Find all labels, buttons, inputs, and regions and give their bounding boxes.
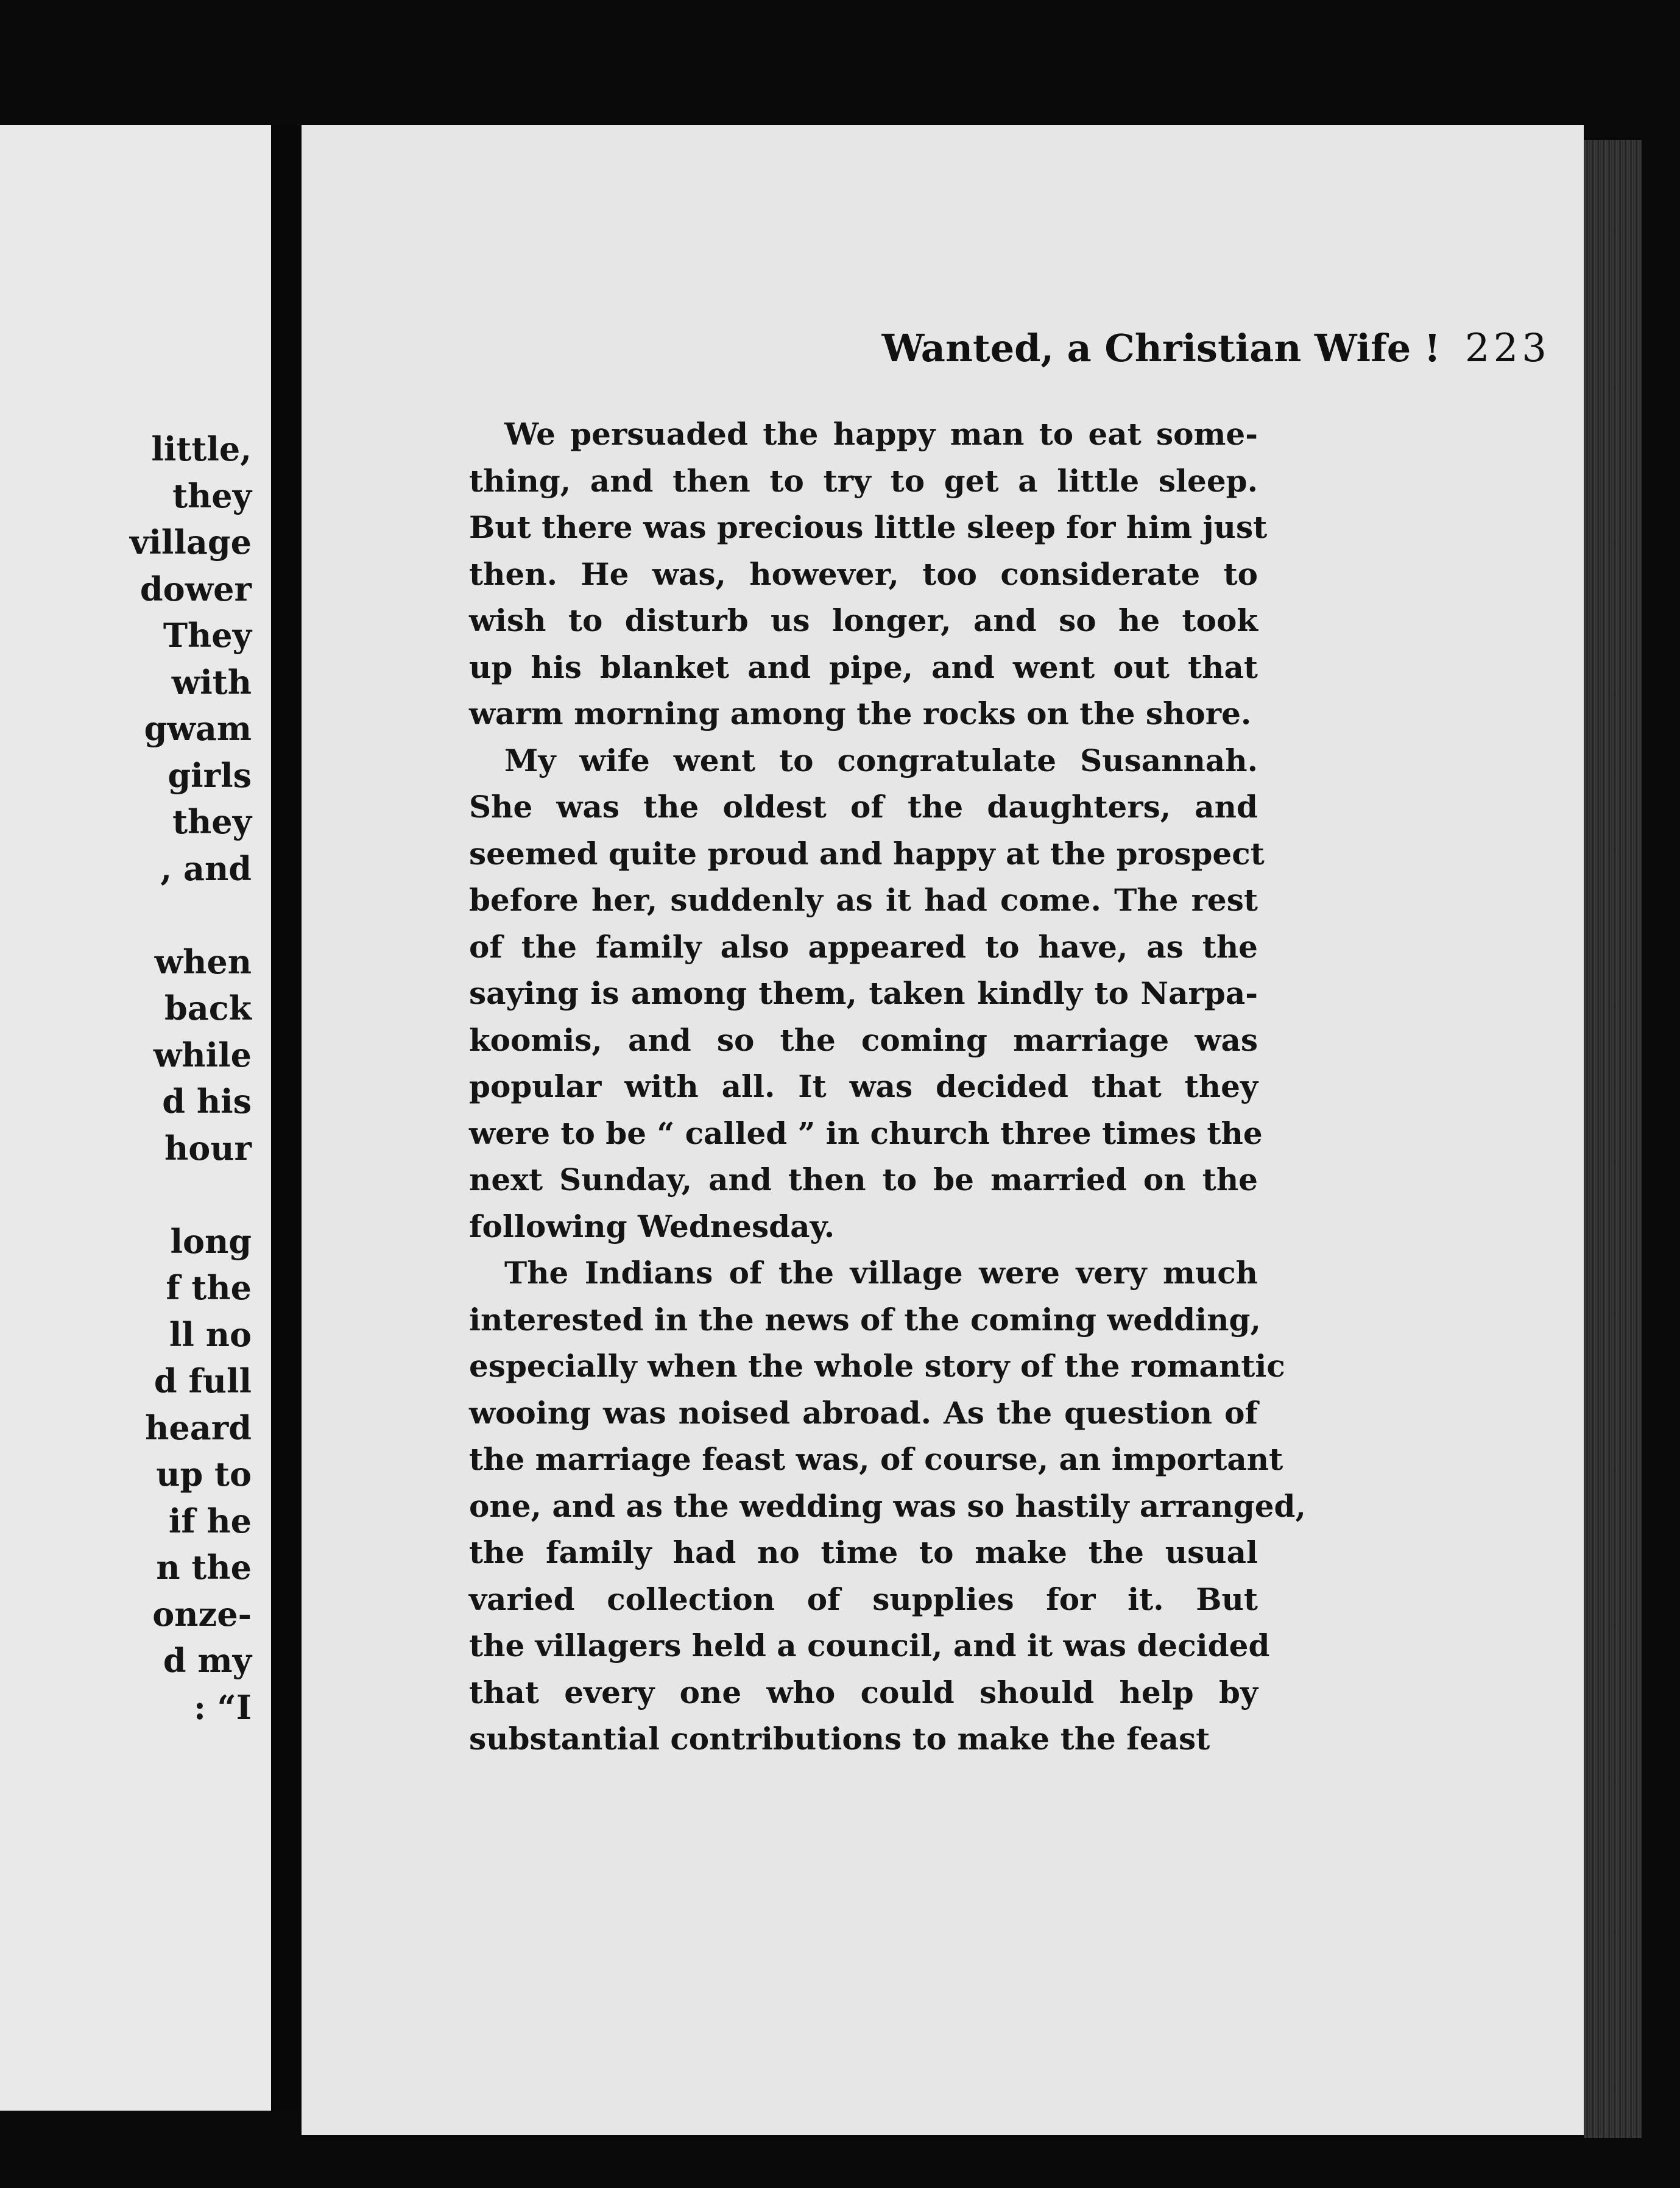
text-line: wooing was noised abroad. As the question of [469, 1394, 1258, 1431]
left-page-fragment: heard [145, 1408, 252, 1447]
text-line: saying is among them, taken kindly to Narpa- [469, 975, 1258, 1011]
text-line: varied collection of supplies for it. But [469, 1581, 1258, 1617]
running-title: Wanted, a Christian Wife ! [881, 326, 1441, 370]
left-page-fragment: n the [156, 1548, 252, 1587]
left-page-fragment: , and [160, 849, 252, 888]
right-page [302, 125, 1584, 2135]
page-header [588, 326, 1550, 387]
book-gutter [271, 125, 302, 2111]
left-page-fragment: they [172, 802, 252, 841]
left-page-fragment: d my [163, 1641, 252, 1680]
left-page-text [0, 125, 271, 2111]
left-page-fragment: They [163, 616, 252, 655]
left-page-fragment: little, [151, 429, 252, 468]
left-page-fragment: long [170, 1221, 252, 1261]
text-line: following Wednesday. [469, 1208, 835, 1244]
text-line: But there was precious little sleep for him just [469, 509, 1268, 545]
text-line: before her, suddenly as it had come. The rest [469, 882, 1258, 918]
body-text [469, 411, 1306, 1763]
left-page-fragment: girls [168, 755, 252, 795]
text-line: My wife went to congratulate Susannah. [504, 742, 1258, 778]
text-line: up his blanket and pipe, and went out that [469, 649, 1258, 685]
left-facing-page [0, 125, 271, 2111]
text-line: then. He was, however, too considerate to [469, 556, 1258, 592]
book-page-edges [1584, 140, 1642, 2138]
left-page-fragment: ll no [169, 1315, 252, 1354]
text-line: that every one who could should help by [469, 1674, 1258, 1710]
text-line: the family had no time to make the usual [469, 1534, 1258, 1570]
text-line: especially when the whole story of the romantic [469, 1348, 1285, 1384]
text-line: of the family also appeared to have, as the [469, 928, 1258, 965]
left-page-fragment: dower [139, 569, 252, 609]
text-line: The Indians of the village were very much [504, 1255, 1258, 1291]
text-line: next Sunday, and then to be married on the [469, 1162, 1258, 1198]
text-line: were to be “ called ” in church three times the [469, 1115, 1263, 1151]
text-line: She was the oldest of the daughters, and [469, 789, 1258, 825]
left-page-fragment: back [164, 989, 252, 1028]
page-number: 223 [1464, 326, 1550, 371]
text-line: substantial contributions to make the feast [469, 1721, 1210, 1757]
text-line: warm morning among the rocks on the shore. [469, 696, 1252, 732]
text-line: seemed quite proud and happy at the prospect [469, 835, 1265, 872]
text-line: one, and as the wedding was so hastily arranged, [469, 1487, 1306, 1524]
left-page-fragment: gwam [144, 709, 252, 748]
left-page-fragment: onze- [152, 1594, 252, 1634]
left-page-fragment: : “I [193, 1687, 252, 1727]
text-line: the marriage feast was, of course, an important [469, 1441, 1283, 1477]
left-page-fragment: while [153, 1035, 252, 1075]
left-page-fragment: when [154, 942, 252, 981]
text-line: koomis, and so the coming marriage was [469, 1022, 1258, 1058]
text-line: popular with all. It was decided that they [469, 1068, 1258, 1104]
left-page-fragment: if he [168, 1501, 252, 1540]
text-line: thing, and then to try to get a little sleep. [469, 462, 1258, 499]
left-page-fragment: up to [156, 1455, 252, 1494]
left-page-fragment: f the [166, 1268, 252, 1307]
text-line: wish to disturb us longer, and so he took [469, 602, 1258, 638]
text-line: We persuaded the happy man to eat some- [504, 416, 1258, 452]
left-page-fragment: hour [164, 1128, 252, 1168]
left-page-fragment: d his [162, 1082, 252, 1121]
left-page-fragment: with [171, 662, 252, 702]
text-line: the villagers held a council, and it was decided [469, 1628, 1270, 1664]
left-page-fragment: village [129, 523, 252, 562]
text-line: interested in the news of the coming wedding, [469, 1301, 1261, 1338]
left-page-fragment: they [172, 476, 252, 515]
left-page-fragment: d full [154, 1361, 252, 1400]
